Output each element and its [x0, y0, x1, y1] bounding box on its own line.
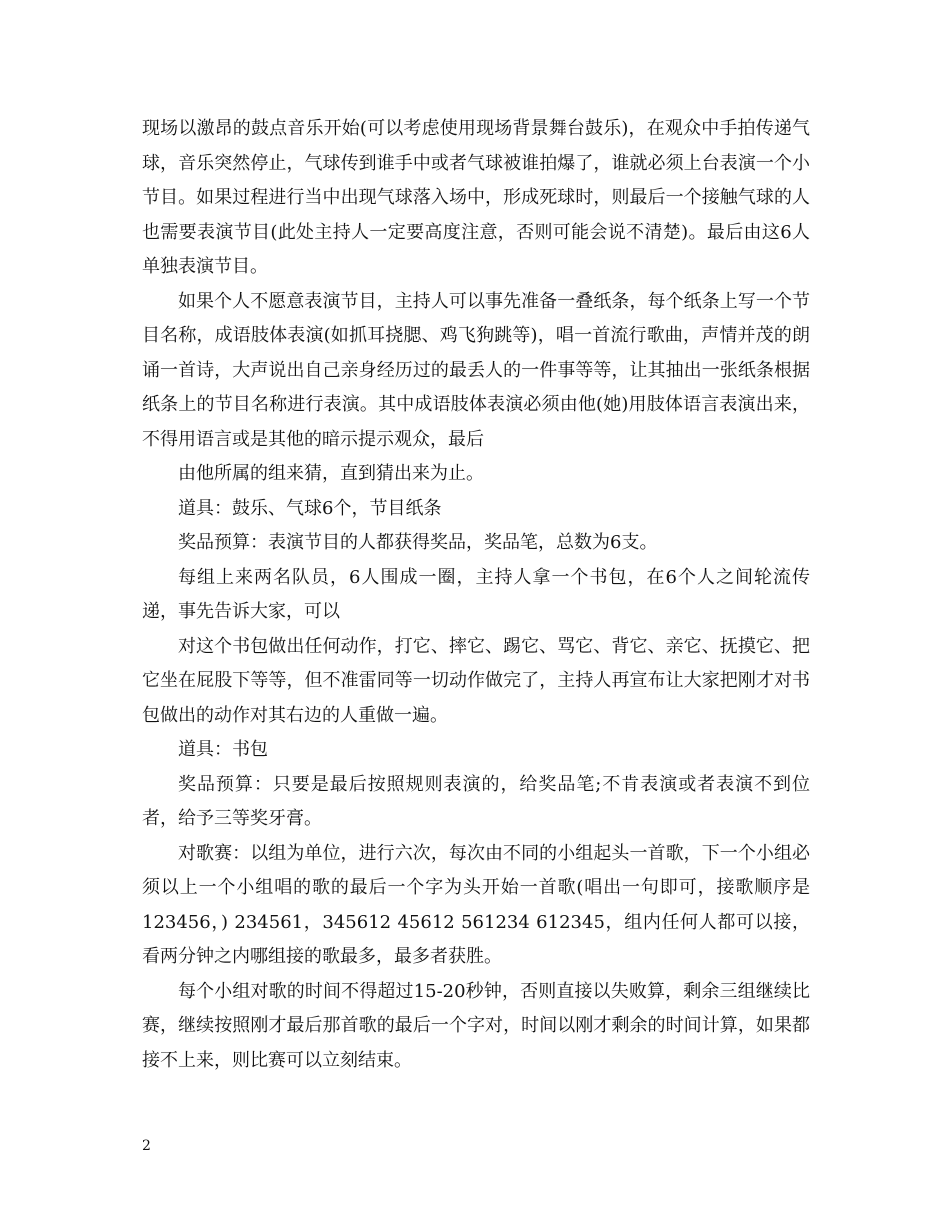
paragraph-props-2: 道具：书包	[178, 739, 268, 760]
document-body	[142, 112, 810, 1078]
paragraph-group-guess: 由他所属的组来猜，直到猜出来为止。	[178, 463, 484, 484]
paragraph-song-contest: 对歌赛：以组为单位，进行六次，每次由不同的小组起头一首歌，下一个小组必须以上一个小组唱的歌的最后一个字为头开始一首歌(唱出一句即可，接歌顺序是123456，) 234561，345612 45612 561234 612345，组内任何人都可以接，看两分钟之内哪组接的歌最多，最多者获胜。	[142, 842, 810, 967]
paragraph-prize-budget-1: 奖品预算：表演节目的人都获得奖品，奖品笔，总数为6支。	[178, 532, 658, 553]
paragraph-props-1: 道具：鼓乐、气球6个，节目纸条	[178, 497, 442, 519]
paragraph-song-contest-rules: 每个小组对歌的时间不得超过15-20秒钟，否则直接以失败算，剩余三组继续比赛，继续按照刚才最后那首歌的最后一个字对，时间以刚才剩余的时间计算，如果都接不上来，则比赛可以立刻结束。	[142, 980, 810, 1071]
paragraph-bag-game-actions: 对这个书包做出任何动作，打它、摔它、踢它、骂它、背它、亲它、抚摸它、把它坐在屁股下等等，但不准雷同等一切动作做完了，主持人再宣布让大家把刚才对书包做出的动作对其右边的人重做一遍。	[142, 635, 810, 726]
paragraph-performance-options: 如果个人不愿意表演节目，主持人可以事先准备一叠纸条，每个纸条上写一个节目名称，成语肢体表演(如抓耳挠腮、鸡飞狗跳等)，唱一首流行歌曲，声情并茂的朗诵一首诗，大声说出自己亲身经历过的最丢人的一件事等等，让其抽出一张纸条根据纸条上的节目名称进行表演。其中成语肢体表演必须由他(她)用肢体语言表演出来，不得用语言或是其他的暗示提示观众，最后	[142, 290, 810, 450]
page-number: 2	[142, 1138, 151, 1154]
paragraph-prize-budget-2: 奖品预算：只要是最后按照规则表演的，给奖品笔;不肯表演或者表演不到位者，给予三等奖牙膏。	[142, 773, 810, 829]
paragraph-bag-game-intro: 每组上来两名队员，6人围成一圈，主持人拿一个书包，在6个人之间轮流传递，事先告诉大家，可以	[142, 566, 810, 622]
paragraph-balloon-game: 现场以激昂的鼓点音乐开始(可以考虑使用现场背景舞台鼓乐)，在观众中手拍传递气球，音乐突然停止，气球传到谁手中或者气球被谁拍爆了，谁就必须上台表演一个小节目。如果过程进行当中出现气球落入场中，形成死球时，则最后一个接触气球的人也需要表演节目(此处主持人一定要高度注意，否则可能会说不清楚)。最后由这6人单独表演节目。	[142, 118, 810, 277]
